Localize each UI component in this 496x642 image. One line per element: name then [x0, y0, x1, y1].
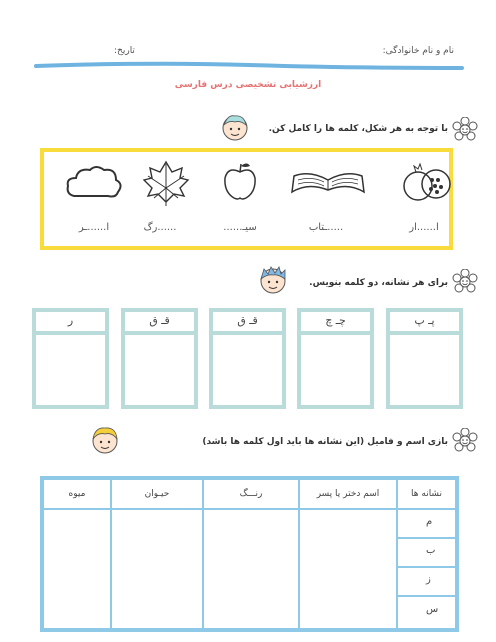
- letter-column: [297, 308, 374, 409]
- word-blank-5: ا......ـر: [78, 222, 110, 233]
- word-blank-4: ......رگ: [143, 222, 177, 233]
- table-letter: م: [426, 516, 433, 527]
- letter-column: [386, 308, 463, 409]
- table-header-divider: [44, 508, 455, 510]
- table-letter: س: [426, 604, 439, 615]
- header-brush-line: [34, 60, 464, 74]
- boy-face-icon: [258, 265, 288, 295]
- section2-instruction: برای هر نشانه، دو کلمه بنویس.: [309, 278, 448, 288]
- letter-column-header: ر: [36, 312, 105, 335]
- letter-column: [209, 308, 286, 409]
- boy-face-icon: [220, 112, 250, 142]
- flower-icon: [452, 269, 478, 295]
- letter-column-header: پـ پ: [390, 312, 459, 335]
- name-game-table: [40, 476, 459, 632]
- leaf-icon: [140, 158, 192, 208]
- name-label: نام و نام خانوادگی:: [382, 46, 454, 56]
- book-icon: [288, 168, 368, 198]
- page-title: ارزشیابی تشخیصی درس فارسی: [174, 80, 322, 90]
- apple-icon: [220, 160, 260, 204]
- header-fruit: میوه: [68, 489, 86, 499]
- word-blank-3: سیـ......: [223, 222, 257, 233]
- table-row-divider: [396, 537, 455, 539]
- boy-face-icon: [90, 425, 120, 455]
- pomegranate-icon: [398, 160, 456, 204]
- letter-column: [121, 308, 198, 409]
- word-blank-2: .....ـتاب: [308, 222, 344, 233]
- flower-icon: [452, 428, 478, 454]
- letter-column-header: قـ ق: [213, 312, 282, 335]
- header-animal: حیـوان: [144, 489, 170, 499]
- header-color: رنـــگ: [239, 489, 263, 499]
- section1-instruction: با توجه به هر شکل، کلمه ها را کامل کن.: [268, 124, 448, 134]
- date-label: تاریخ:: [114, 46, 135, 56]
- header-names: اسم دختر یا پسر: [316, 489, 380, 499]
- table-letter: ب: [426, 545, 436, 556]
- letter-column-header: قـ ق: [125, 312, 194, 335]
- section3-instruction: بازی اسم و فامیل (این نشانه ها باید اول کلمه ها باشد): [202, 437, 448, 447]
- cloud-icon: [64, 162, 124, 202]
- table-letter: ز: [426, 574, 431, 585]
- word-blank-1: ا......ار: [409, 222, 439, 233]
- table-row-divider: [396, 566, 455, 568]
- letter-column-header: چـ چ: [301, 312, 370, 335]
- header-letters: نشانه ها: [411, 489, 442, 499]
- letter-column: [32, 308, 109, 409]
- table-row-divider: [396, 595, 455, 597]
- flower-icon: [452, 117, 478, 143]
